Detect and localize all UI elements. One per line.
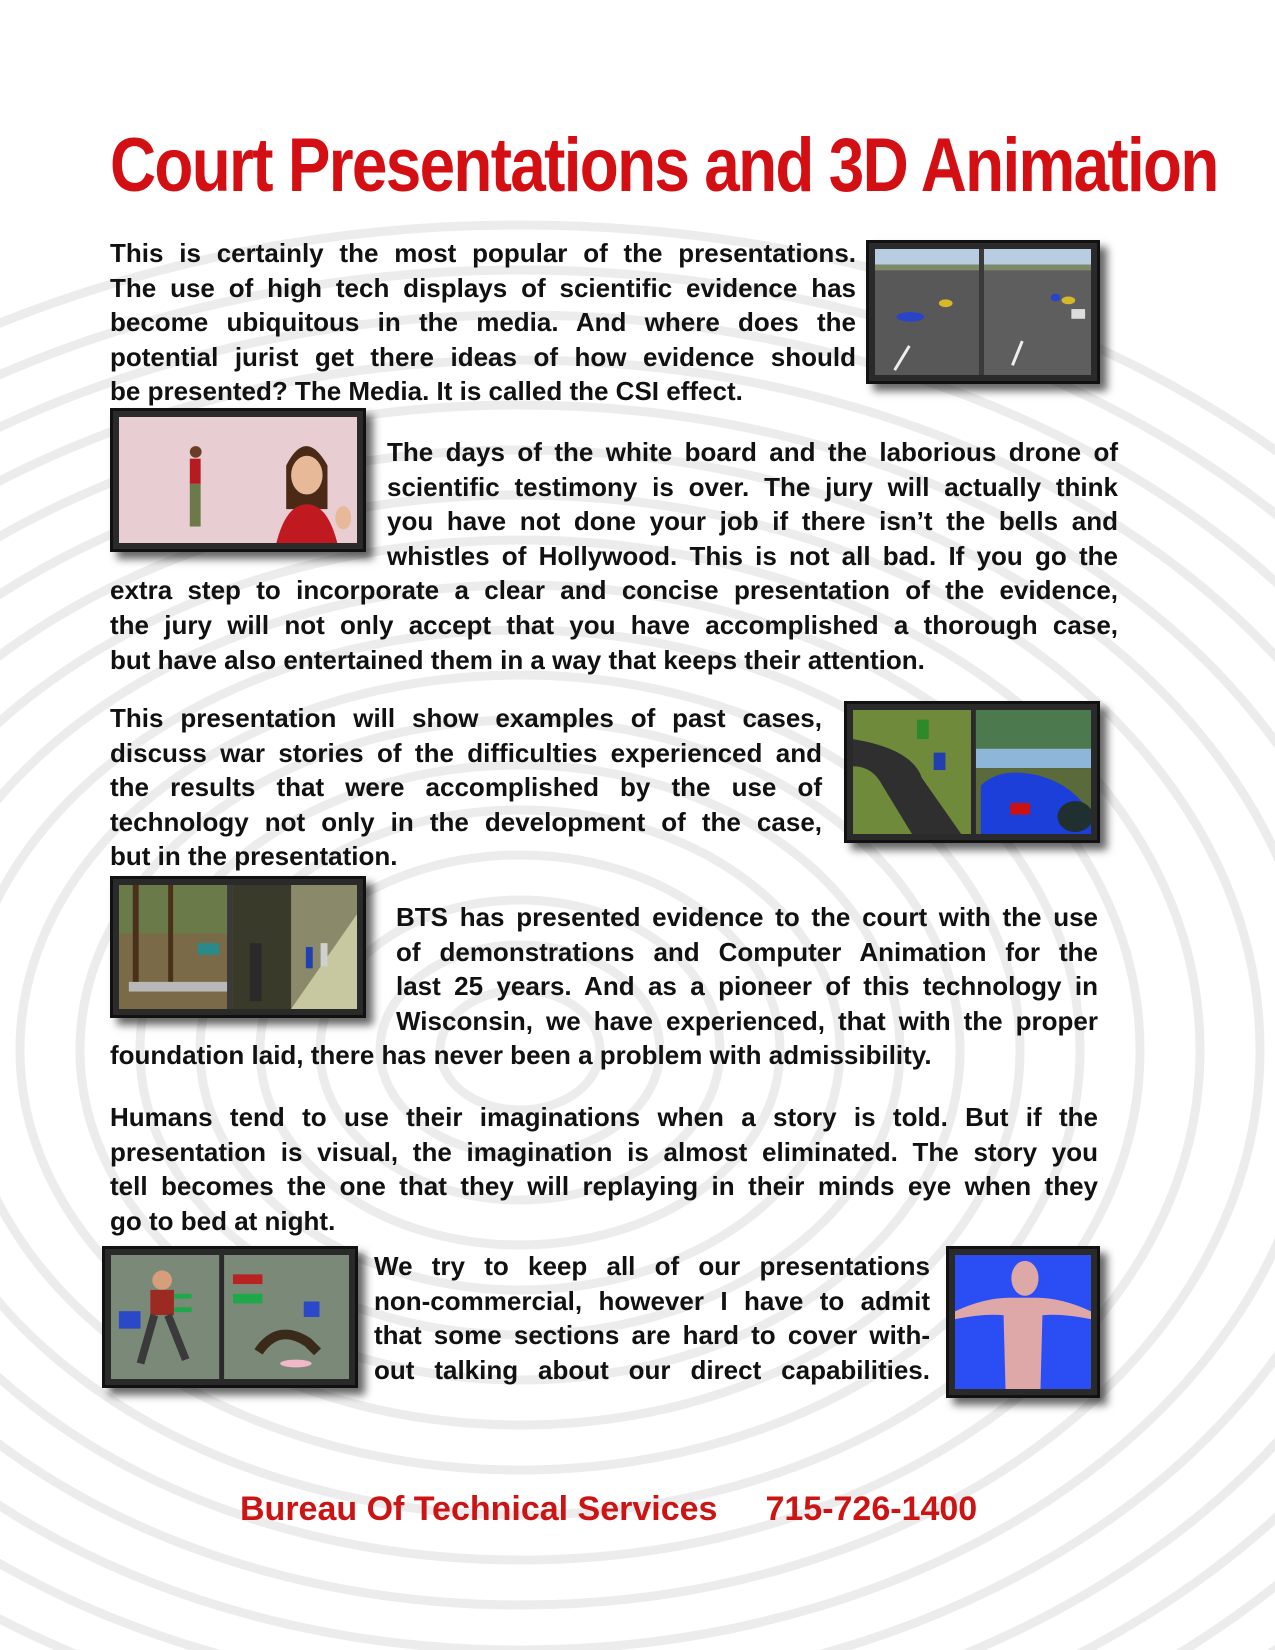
text-line: This is certainly the most popular of the presentations. [110, 238, 856, 268]
street-scene-animation-image [110, 876, 366, 1018]
page-title: Court Presentations and 3D Animation [110, 123, 1218, 208]
text-line: but have also entertained them in a way that keeps their attention. [110, 644, 925, 675]
text-line: but in the presentation. [110, 841, 398, 872]
text-line: technology not only in the development of the case, [110, 806, 822, 837]
text-line: be presented? The Media. It is called the CSI effect. [110, 376, 743, 407]
paragraph-csi-effect [110, 236, 856, 409]
text-line: Humans tend to use their imaginations when a story is told. But if the [110, 1102, 1098, 1132]
text-line: extra step to incorporate a clear and concise presentation of the evidence, [110, 575, 1118, 606]
organization-name: Bureau Of Technical Services [240, 1490, 718, 1528]
text-line: The use of high tech displays of scientific evidence has [110, 272, 856, 303]
paragraph-past-cases [110, 701, 822, 874]
text-line: presentation is visual, the imagination is almost eliminated. The story you [110, 1136, 1098, 1167]
text-line: scientific testimony is over. The jury will actually think [387, 471, 1118, 502]
text-line: foundation laid, there has never been a problem with admissibility. [110, 1040, 932, 1071]
text-line: that some sections are hard to cover with- [374, 1320, 930, 1351]
motion-sequence-animation-image [102, 1246, 358, 1388]
anatomy-model-image [946, 1246, 1100, 1398]
phone-number: 715-726-1400 [765, 1490, 978, 1528]
text-line: potential jurist get there ideas of how evidence should [110, 341, 856, 372]
text-line: tell becomes the one that they will replaying in their minds eye when they [110, 1171, 1098, 1202]
text-line: Wisconsin, we have experienced, that with the proper [396, 1005, 1098, 1036]
text-line: This presentation will show examples of past cases, [110, 703, 822, 733]
text-line: discuss war stories of the difficulties experienced and [110, 737, 822, 768]
text-line: the jury will not only accept that you have accomplished a thorough case, [110, 609, 1118, 640]
text-line: of demonstrations and Computer Animation for the [396, 936, 1098, 967]
text-line: you have not done your job if there isn’t the bells and [387, 506, 1118, 537]
text-line: become ubiquitous in the media. And where does the [110, 307, 856, 338]
paragraph-non-commercial [374, 1249, 930, 1387]
text-line: out talking about our direct capabilities. [374, 1354, 930, 1385]
paragraph-imagination [110, 1100, 1098, 1238]
text-line: whistles of Hollywood. This is not all bad. If you go the [387, 540, 1118, 571]
text-line: go to bed at night. [110, 1205, 336, 1236]
text-line: non-commercial, however I have to admit [374, 1285, 930, 1316]
text-line: the results that were accomplished by the use of [110, 772, 822, 803]
text-line: We try to keep all of our presentations [374, 1251, 930, 1281]
crash-scene-animation-image [844, 701, 1100, 843]
text-line: BTS has presented evidence to the court with the use [396, 902, 1098, 932]
footer-contact [240, 1490, 977, 1529]
text-line: The days of the white board and the laborious drone of [387, 437, 1118, 467]
woman-animation-image [110, 408, 366, 552]
highway-animation-image [866, 240, 1100, 384]
text-line: last 25 years. And as a pioneer of this technology in [396, 971, 1098, 1002]
